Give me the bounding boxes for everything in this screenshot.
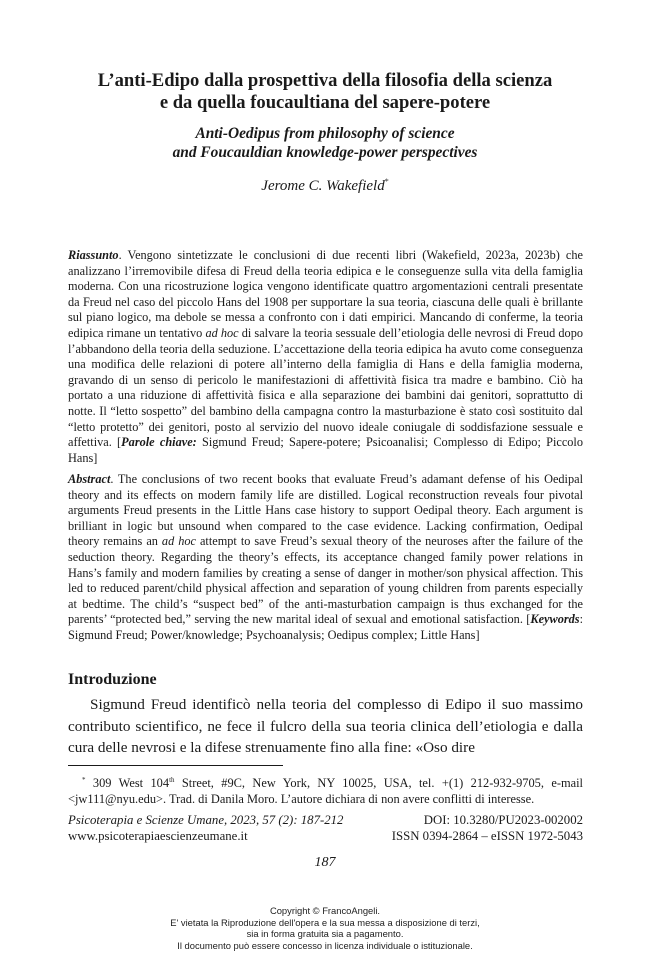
abstract-text-2: attempt to save Freud’s sexual theory of the neuroses after the failure of the seduction theory. Regarding the theory’s effects, its acceptance changed family power relations in Hans’s family and modern families by creating a sense of danger in mother/son physical affection. This led to reduced parent/child physical affection and separation of young children from parents especially at bedtime. The child’s “suspect bed” of the anti-masturbation campaign is thus exchanged for the parents’ “protected bed,” serving the new marital ideal of sexual and emotional satisfaction. [: [68, 534, 583, 627]
riassunto-label: Riassunto: [68, 248, 119, 262]
doi: DOI: 10.3280/PU2023-002002: [423, 813, 583, 827]
riassunto-text-1: . Vengono sintetizzate le conclusioni di due recenti libri (Wakefield, 2023a, 2023b) che analizzano l’irremovibile difesa di Freud della teoria edipica e le conseguenze sulla vita della famiglia moderna. Con una ricostruzione logica vengono identificate quattro argomentazioni centrali presentate da Freud nel caso del piccolo Hans del 1908 per supportare la sua teoria, ciascuna delle quali è brillante sul piano logico, ma debole se messa a confronto con i dati empirici. Mancando di conferme, la teoria edipica rimane un tentativo: [68, 248, 583, 340]
abstract-ad-hoc: ad hoc: [161, 534, 196, 549]
issn: ISSN 0394-2864 – eISSN 1972-5043: [391, 829, 583, 843]
author-name: Jerome C. Wakefield: [261, 178, 385, 194]
journal-citation: Psicoterapia e Scienze Umane, 2023, 57 (2): 187-212: [68, 813, 344, 827]
footnote-ordinal: th: [169, 776, 175, 784]
footnote-marker: *: [82, 776, 86, 784]
abstract-paragraph: [68, 472, 583, 644]
footnote-divider: [68, 765, 283, 766]
copyright-line-3: sia in forma gratuita sia a pagamento.: [246, 928, 404, 939]
title-line-2: e da quella foucaultiana del sapere-potere: [159, 92, 491, 113]
abstract-label: Abstract: [68, 472, 111, 486]
copyright-line-2: E' vietata la Riproduzione dell'opera e la sua messa a disposizione di terzi,: [170, 916, 480, 928]
author-line: [60, 172, 590, 196]
abstract-text-1: . The conclusions of two recent books that evaluate Freud’s adamant defense of his Oedipal theory and its effects on modern family life are distilled. Logical reconstruction reveals four pivotal arguments Freud presents in the Little Hans case history to support Oedipal theory. Each argument is brilliant in logic but unsound when compared to the case evidence. Lacking confirmation, Oedipal theory remains an: [68, 472, 583, 549]
abstract-keywords: : Sigmund Freud; Power/knowledge; Psychoanalysis; Oedipus complex; Little Hans]: [68, 612, 583, 642]
title-line-1: L’anti-Edipo dalla prospettiva della filosofia della scienza: [97, 70, 553, 91]
copyright-notice: [0, 905, 650, 951]
copyright-line-1: Copyright © FrancoAngeli.: [269, 905, 381, 916]
abstract-keywords-label: Keywords: [530, 612, 580, 627]
riassunto-ad-hoc: ad hoc: [205, 325, 239, 340]
riassunto-keywords-label: Parole chiave:: [121, 435, 197, 450]
footnote: [68, 772, 583, 807]
journal-website: www.psicoterapiaescienzeumane.it: [68, 829, 248, 843]
subtitle-line-2: and Foucauldian knowledge-power perspectives: [172, 144, 478, 161]
section-heading: Introduzione: [68, 671, 157, 688]
article-subtitle: [60, 124, 590, 162]
riassunto-text-2: di salvare la teoria sessuale dell’etiologia delle nevrosi di Freud dopo l’abbandono della teoria della seduzione. L’accettazione della teoria edipica ha avuto come conseguenza una modifica delle relazioni di potere all’interno della famiglia di Hans e della famiglia moderna, gravando di un senso di pericolo le manifestazioni di affettività fisica tra madre e bambino. Ciò ha portato a una riduzione di affettività fisica e alla separazione dei bambini dai genitori, soprattutto di notte. Il “letto sospetto” del bambino della campagna contro la masturbazione è stato così sostituito dal “letto protetto” dei genitori, posto al servizio del nuovo ideale coniugale di soddisfazione sessuale e affettiva. [: [68, 325, 583, 450]
copyright-line-4: Il documento può essere concesso in licenza individuale o istituzionale.: [177, 939, 473, 951]
body-paragraph: Sigmund Freud identificò nella teoria del complesso di Edipo il suo massimo contributo scientifico, ne fece il fulcro della sua teoria clinica dell’etiologia e dalla cura delle nevrosi e la difese strenuamente fino alla fine: «Oso dire: [68, 696, 583, 756]
footnote-text-1: 309 West 104: [85, 776, 170, 791]
subtitle-line-1: Anti-Oedipus from philosophy of science: [195, 125, 455, 142]
footnote-text-2: Street, #9C, New York, NY 10025, USA, tel. +(1) 212-932-9705, e-mail <jw111@nyu.edu>. Trad. di Danila Moro. L’autore dichiara di non avere conflitti di interesse.: [68, 776, 583, 807]
riassunto-paragraph: [68, 248, 583, 466]
page-number: 187: [314, 855, 336, 870]
article-title: [60, 70, 590, 114]
riassunto-keywords: Sigmund Freud; Sapere-potere; Psicoanalisi; Complesso di Edipo; Piccolo Hans]: [68, 435, 583, 465]
author-footnote-marker: *: [384, 177, 389, 186]
